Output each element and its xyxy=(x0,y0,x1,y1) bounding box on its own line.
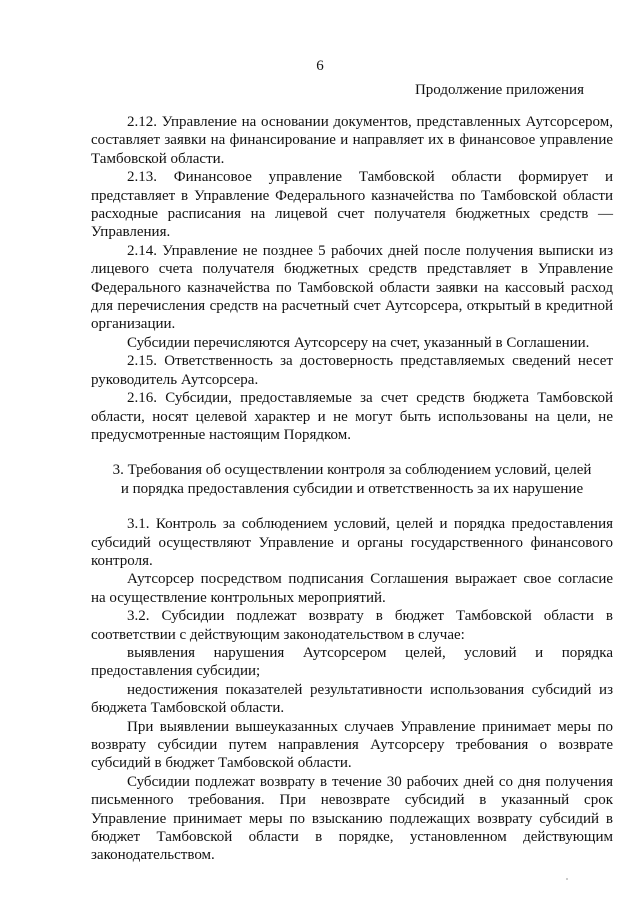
paragraph-2-13: 2.13. Финансовое управление Тамбовской области формирует и представляет в Управление Федерального казначейства по Тамбовской области расходные расписания на лицевой счет получателя бюджетных средств — Управления. xyxy=(91,169,613,241)
paragraph-return-demand: При выявлении вышеуказанных случаев Управление принимает меры по возврату субсидии путем направления Аутсорсеру требования о возврате субсидий в бюджет Тамбовской области. xyxy=(91,718,613,772)
section-3-heading-line-1: 3. Требования об осуществлении контроля за соблюдением условий, целей xyxy=(112,462,592,479)
paragraph-return-deadline: Субсидии подлежат возврату в течение 30 рабочих дней со дня получения письменного требования. При невозврате субсидий в указанный срок Управление принимает меры по взысканию подлежащих возврату субсидий в бюджет Тамбовской области в порядке, установленном действующим законодательством. xyxy=(91,773,613,864)
paragraph-3-2: 3.2. Субсидии подлежат возврату в бюджет Тамбовской области в соответствии с действующим законодательством в случае: xyxy=(91,608,613,643)
paragraph-subsidies-transfer: Субсидии перечисляются Аутсорсеру на счет, указанный в Соглашении. xyxy=(127,334,590,351)
running-header: Продолжение приложения xyxy=(414,82,584,98)
paragraph-consent: Аутсорсер посредством подписания Соглашения выражает свое согласие на осуществление контрольных мероприятий. xyxy=(91,571,613,606)
paragraph-2-14: 2.14. Управление не позднее 5 рабочих дней после получения выписки из лицевого счета получателя бюджетных средств представляет в Управление Федерального казначейства по Тамбовской области заявки на кассовый расход для перечисления средств на расчетный счет Аутсорсера, открытый в кредитной организации. xyxy=(91,242,613,333)
paragraph-nonachievement-case: недостижения показателей результативности использования субсидий из бюджета Тамбовской области. xyxy=(91,681,613,717)
paragraph-3-1: 3.1. Контроль за соблюдением условий, целей и порядка предоставления субсидий осуществляют Управление и органы государственного финансового контроля. xyxy=(91,516,613,569)
paragraph-2-15: 2.15. Ответственность за достоверность представляемых сведений несет руководитель Аутсорсера. xyxy=(91,353,613,388)
document-body xyxy=(91,113,613,865)
paragraph-2-12: 2.12. Управление на основании документов, представленных Аутсорсером, составляет заявки на финансирование и направляет их в финансовое управление Тамбовской области. xyxy=(91,114,613,167)
paragraph-violation-case: выявления нарушения Аутсорсером целей, условий и порядка предоставления субсидии; xyxy=(91,644,613,680)
page-number: 6 xyxy=(316,58,324,74)
spacer xyxy=(91,498,613,515)
section-3-heading-line-2: и порядка предоставления субсидии и ответственность за их нарушение xyxy=(120,480,584,497)
spacer xyxy=(91,444,613,461)
paragraph-2-16: 2.16. Субсидии, предоставляемые за счет средств бюджета Тамбовской области, носят целевой характер и не могут быть использованы на цели, не предусмотренные настоящим Порядком. xyxy=(91,390,613,443)
scan-artifact xyxy=(566,878,568,880)
